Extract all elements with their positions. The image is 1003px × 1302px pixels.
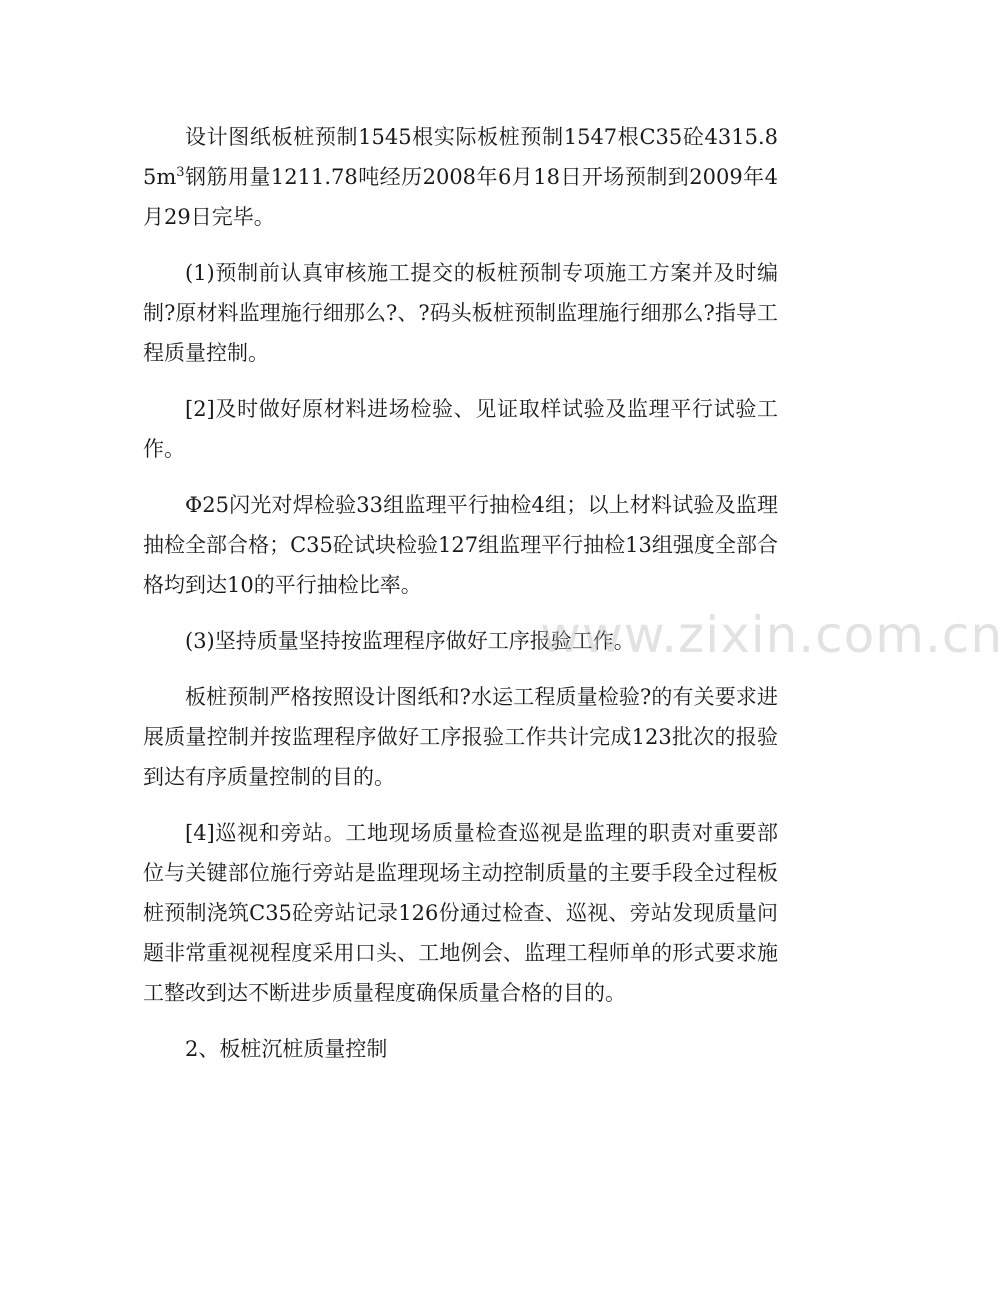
paragraph-4: Φ25闪光对焊检验33组监理平行抽检4组；以上材料试验及监理抽检全部合格；C35砼试块检验127组监理平行抽检13组强度全部合格均到达10的平行抽检比率。 <box>143 493 778 597</box>
paragraph-8: 2、板桩沉桩质量控制 <box>185 1037 388 1061</box>
paragraph-2: (1)预制前认真审核施工提交的板桩预制专项施工方案并及时编制?原材料监理施行细那么?、?码头板桩预制监理施行细那么?指导工程质量控制。 <box>143 261 778 365</box>
paragraph-1-main: 设计图纸板桩预制1545根实际板桩预制1547根C35砼4315.85m <box>143 125 778 189</box>
paragraph-6: 板桩预制严格按照设计图纸和?水运工程质量检验?的有关要求进展质量控制并按监理程序做好工序报验工作共计完成123批次的报验到达有序质量控制的目的。 <box>143 685 778 789</box>
paragraph-1-superscript: 3 <box>176 165 185 180</box>
document-body <box>143 117 778 1085</box>
paragraph-3: [2]及时做好原材料进场检验、见证取样试验及监理平行试验工作。 <box>143 397 778 461</box>
paragraph-5: (3)坚持质量坚持按监理程序做好工序报验工作。 <box>185 629 635 653</box>
paragraph-1 <box>143 117 778 237</box>
paragraph-7: [4]巡视和旁站。工地现场质量检查巡视是监理的职责对重要部位与关键部位施行旁站是监理现场主动控制质量的主要手段全过程板桩预制浇筑C35砼旁站记录126份通过检查、巡视、旁站发现质量问题非常重视视程度采用口头、工地例会、监理工程师单的形式要求施工整改到达不断进步质量程度确保质量合格的目的。 <box>143 821 778 1005</box>
watermark: www.zixin.com.cn <box>540 606 1003 664</box>
paragraph-1-rest: 钢筋用量1211.78吨经历2008年6月18日开场预制到2009年4月29日完毕。 <box>143 165 778 229</box>
